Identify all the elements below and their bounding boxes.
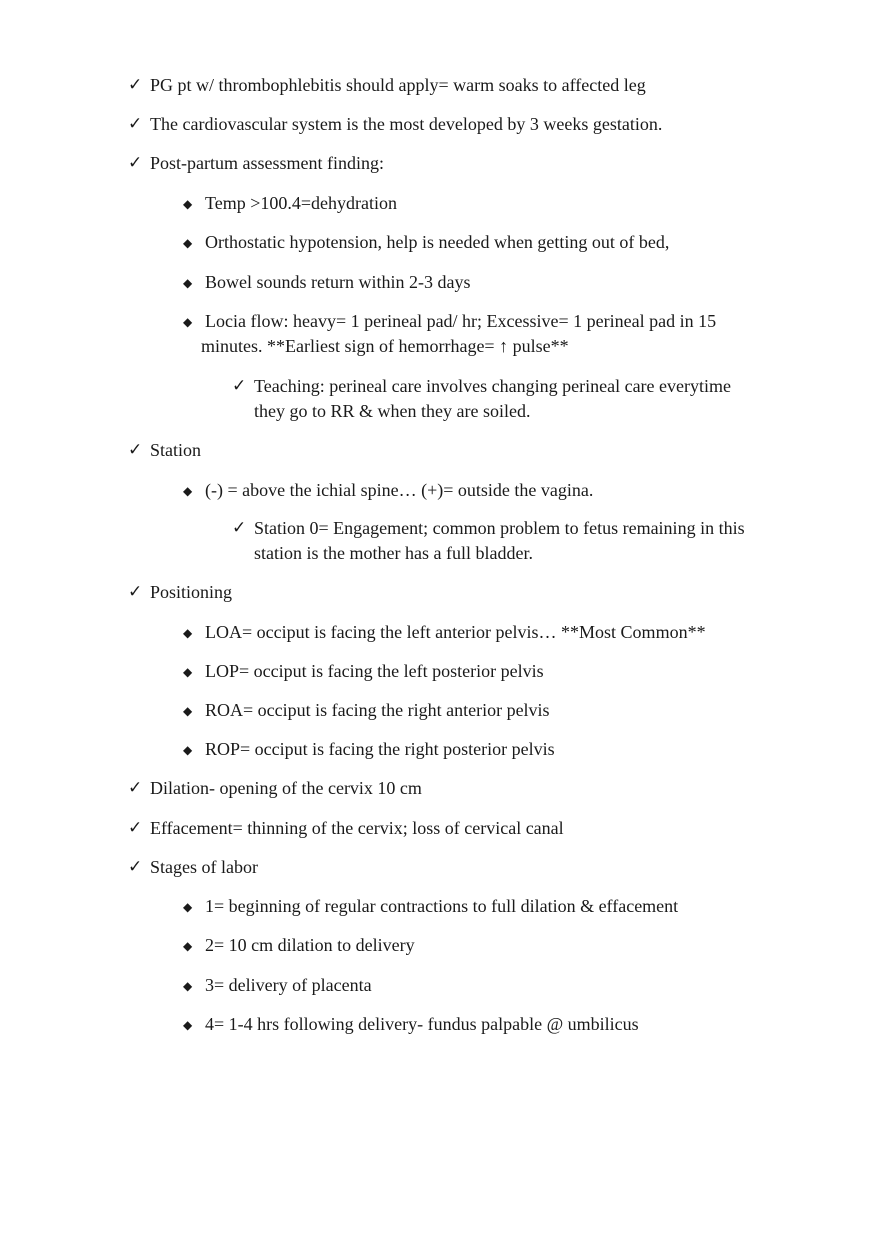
list-item-continuation: they go to RR & when they are soiled.: [254, 401, 531, 421]
list-item: [183, 698, 550, 724]
list-item-text: Station: [150, 440, 202, 460]
list-item-text: Locia flow: heavy= 1 perineal pad/ hr; Excessive= 1 perineal pad in 15: [205, 311, 717, 331]
list-item-text: Teaching: perineal care involves changing perineal care everytime: [254, 376, 731, 396]
check-icon: ✓: [128, 778, 143, 798]
list-item: [183, 230, 669, 256]
list-item: [183, 933, 415, 959]
diamond-bullet-icon: ◆: [183, 665, 193, 679]
diamond-bullet-icon: ◆: [183, 315, 193, 329]
list-item-text: 2= 10 cm dilation to delivery: [205, 935, 415, 955]
list-item-text: Effacement= thinning of the cervix; loss of cervical canal: [150, 818, 564, 838]
check-icon: ✓: [232, 376, 247, 396]
list-item: [183, 309, 716, 335]
diamond-bullet-icon: ◆: [183, 236, 193, 250]
list-item-text: Temp >100.4=dehydration: [205, 193, 398, 213]
list-item-text: Stages of labor: [150, 857, 258, 877]
list-item-text: Bowel sounds return within 2-3 days: [205, 272, 471, 292]
list-item-text: LOP= occiput is facing the left posterior pelvis: [205, 661, 544, 681]
list-item: [183, 737, 555, 763]
list-item: [128, 112, 662, 137]
list-item: [128, 151, 384, 176]
list-item-text: Station 0= Engagement; common problem to fetus remaining in this: [254, 518, 745, 538]
check-icon: ✓: [128, 440, 143, 460]
list-item-text: 4= 1-4 hrs following delivery- fundus palpable @ umbilicus: [205, 1014, 639, 1034]
list-item-text: Positioning: [150, 582, 233, 602]
list-item: [232, 516, 745, 541]
diamond-bullet-icon: ◆: [183, 939, 193, 953]
list-item: [183, 973, 372, 999]
list-item: [128, 816, 564, 841]
list-item: [128, 580, 232, 605]
list-item: [128, 438, 201, 463]
list-item-text: Dilation- opening of the cervix 10 cm: [150, 778, 422, 798]
check-icon: ✓: [128, 582, 143, 602]
list-item-continuation: minutes. **Earliest sign of hemorrhage= ↑ pulse**: [201, 336, 569, 356]
list-item-text: Orthostatic hypotension, help is needed when getting out of bed,: [205, 232, 670, 252]
diamond-bullet-icon: ◆: [183, 704, 193, 718]
list-item-text: ROP= occiput is facing the right posterior pelvis: [205, 739, 555, 759]
list-item-text: The cardiovascular system is the most developed by 3 weeks gestation.: [150, 114, 663, 134]
list-item: [183, 191, 397, 217]
list-item-text: 3= delivery of placenta: [205, 975, 372, 995]
list-item-text: PG pt w/ thrombophlebitis should apply= warm soaks to affected leg: [150, 75, 646, 95]
diamond-bullet-icon: ◆: [183, 197, 193, 211]
diamond-bullet-icon: ◆: [183, 1018, 193, 1032]
list-item-text: ROA= occiput is facing the right anterior pelvis: [205, 700, 550, 720]
check-icon: ✓: [232, 518, 247, 538]
check-icon: ✓: [128, 818, 143, 838]
diamond-bullet-icon: ◆: [183, 276, 193, 290]
list-item: [183, 659, 544, 685]
diamond-bullet-icon: ◆: [183, 484, 193, 498]
diamond-bullet-icon: ◆: [183, 626, 193, 640]
diamond-bullet-icon: ◆: [183, 743, 193, 757]
list-item: [128, 776, 422, 801]
list-item: [183, 620, 706, 646]
check-icon: ✓: [128, 114, 143, 134]
diamond-bullet-icon: ◆: [183, 979, 193, 993]
check-icon: ✓: [128, 75, 143, 95]
list-item: [183, 270, 470, 296]
list-item-continuation: station is the mother has a full bladder.: [254, 543, 533, 563]
list-item: [183, 478, 593, 504]
check-icon: ✓: [128, 857, 143, 877]
list-item: [183, 1012, 639, 1038]
list-item-text: (-) = above the ichial spine… (+)= outside the vagina.: [205, 480, 594, 500]
list-item: [128, 73, 646, 98]
diamond-bullet-icon: ◆: [183, 900, 193, 914]
list-item-text: Post-partum assessment finding:: [150, 153, 384, 173]
list-item-text: 1= beginning of regular contractions to full dilation & effacement: [205, 896, 679, 916]
list-item-text: LOA= occiput is facing the left anterior pelvis… **Most Common**: [205, 622, 706, 642]
list-item: [183, 894, 678, 920]
list-item: [128, 855, 258, 880]
check-icon: ✓: [128, 153, 143, 173]
list-item: [232, 374, 731, 399]
